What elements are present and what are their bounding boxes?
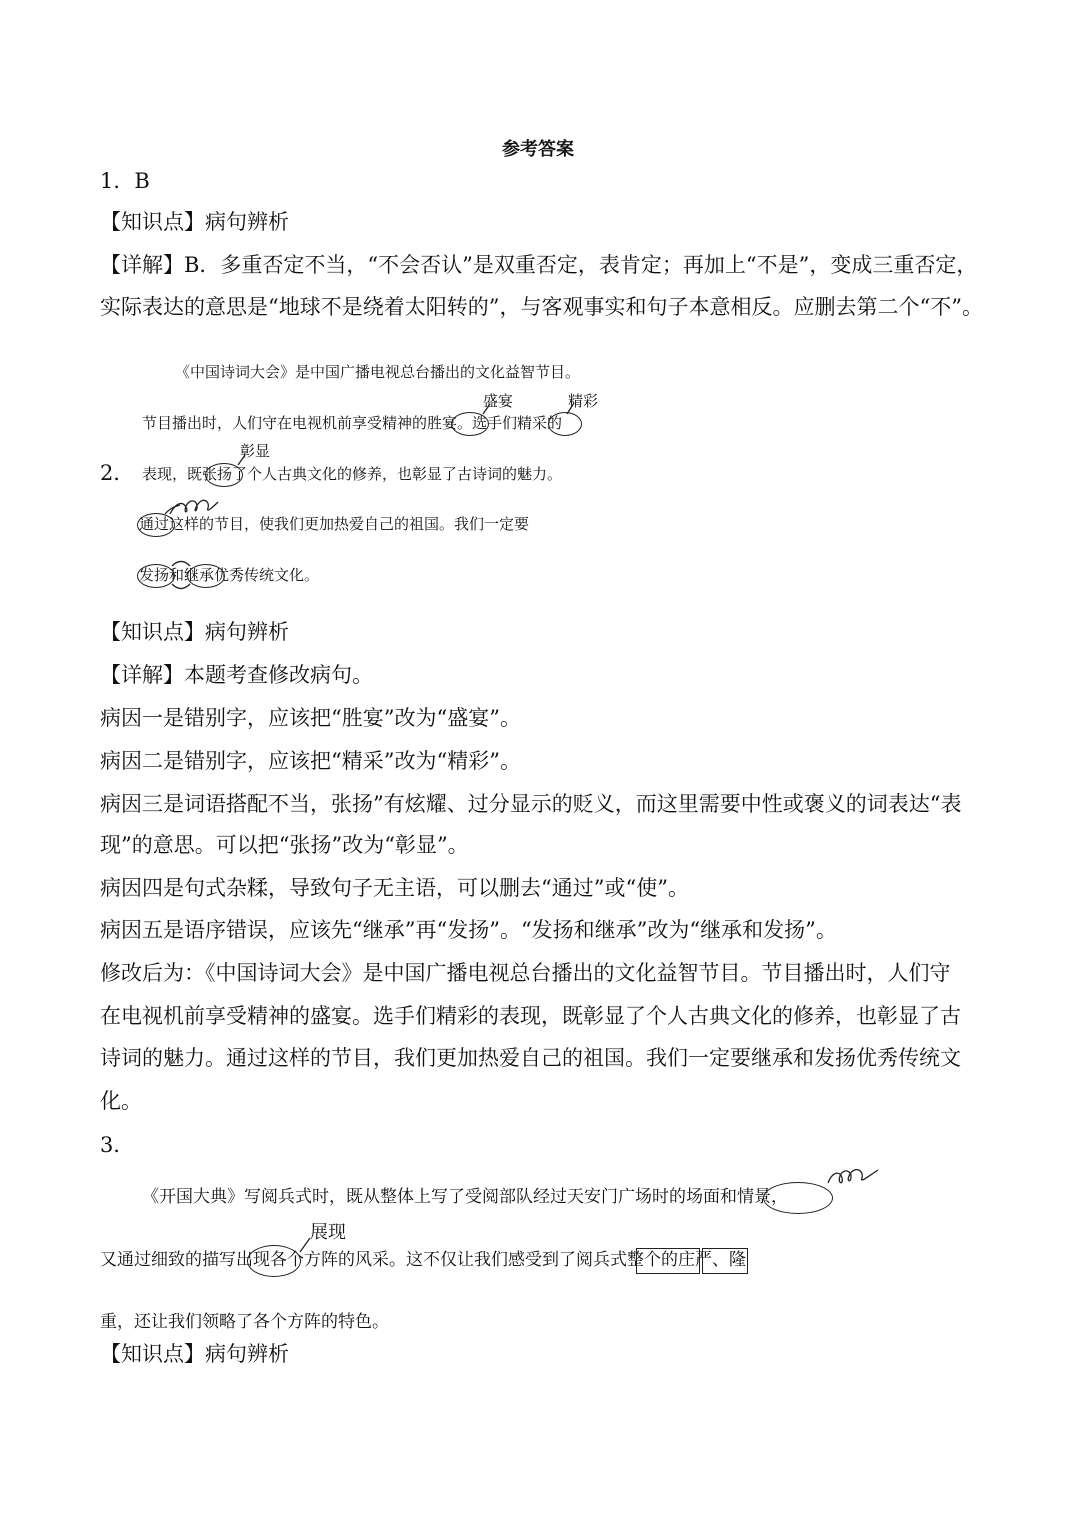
- q2-reason5: 病因五是语序错误，应该先“继承”再“发扬”。“发扬和继承”改为“继承和发扬”。: [100, 918, 837, 942]
- q2-detail: 【详解】本题考查修改病句。: [100, 663, 373, 687]
- q2-reason4: 病因四是句式杂糅，导致句子无主语，可以删去“通过”或“使”。: [100, 876, 689, 900]
- q2-delete-loops: [170, 500, 218, 514]
- q2-correction-shengyan: 盛宴: [483, 392, 514, 410]
- q3-box-zhengge: [702, 1248, 748, 1274]
- q2-figure-line5: 发扬和继承优秀传统文化。: [139, 566, 320, 584]
- q3-figure-line2: 又通过细致的描写出现各个方阵的风采。这不仅让我们感受到了阅兵式整个的庄严、隆: [100, 1250, 746, 1270]
- q2-leader-jingcai: [567, 403, 574, 414]
- q2-reason3-line1: 病因三是词语搭配不当，张扬”有炫耀、过分显示的贬义，而这里需要中性或褒义的词表达“表: [100, 792, 962, 816]
- q1-answer: 1．B: [100, 169, 150, 193]
- q2-leader-shengyan: [483, 404, 490, 414]
- q1-detail-line2: 实际表达的意思是“地球不是绕着太阳转的”，与客观事实和句子本意相反。应删去第二个“不”。: [100, 295, 983, 319]
- q2-figure-line4: 通过这样的节目，使我们更加热爱自己的祖国。我们一定要: [139, 515, 530, 533]
- q2-reason2: 病因二是错别字，应该把“精采”改为“精彩”。: [100, 749, 521, 773]
- q2-figure-line3: 表现，既张扬了个人古典文化的修养，也彰显了古诗词的魅力。: [142, 465, 563, 483]
- q3-knowledge: 【知识点】病句辨析: [100, 1342, 289, 1366]
- q2-number: 2．: [100, 461, 135, 485]
- q1-knowledge: 【知识点】病句辨析: [100, 210, 289, 234]
- q2-revised-line4: 化。: [100, 1089, 142, 1113]
- q2-figure-line2: 节目播出时，人们守在电视机前享受精神的胜宴。选手们精采的: [142, 414, 563, 432]
- q2-correction-jingcai: 精彩: [568, 392, 599, 410]
- page-title: 参考答案: [502, 139, 574, 160]
- q3-circle-chuxian: [247, 1245, 301, 1277]
- q2-figure-line1: 《中国诗词大会》是中国广播电视总台播出的文化益智节目。: [175, 363, 581, 381]
- q2-swap-mark: [172, 562, 190, 567]
- q3-correction-zhanxian: 展现: [310, 1222, 346, 1243]
- q3-figure-line3: 重，还让我们领略了各个方阵的特色。: [100, 1312, 389, 1332]
- q3-box-yuebingshi: [636, 1248, 700, 1274]
- q3-number: 3．: [100, 1133, 135, 1157]
- q2-reason1: 病因一是错别字，应该把“胜宴”改为“盛宴”。: [100, 706, 521, 730]
- q2-knowledge: 【知识点】病句辨析: [100, 620, 289, 644]
- q1-detail-line1: 【详解】B．多重否定不当，“不会否认”是双重否定，表肯定；再加上“不是”，变成三重否定，: [100, 253, 978, 277]
- q3-figure-line1: 《开国大典》写阅兵式时，既从整体上写了受阅部队经过天安门广场时的场面和情景，: [142, 1187, 788, 1207]
- q2-revised-line2: 在电视机前享受精神的盛宴。选手们精彩的表现，既彰显了个人古典文化的修养，也彰显了古: [100, 1004, 961, 1028]
- q3-delete-loops: [828, 1170, 878, 1183]
- q2-reason3-line2: 现”的意思。可以把“张扬”改为“彰显”。: [100, 833, 469, 857]
- q2-leader-zhangxian: [238, 455, 245, 465]
- q2-revised-line3: 诗词的魅力。通过这样的节目，我们更加热爱自己的祖国。我们一定要继承和发扬优秀传统文: [100, 1046, 961, 1070]
- q2-correction-zhangxian: 彰显: [240, 442, 271, 460]
- q2-revised-line1: 修改后为：《中国诗词大会》是中国广播电视总台播出的文化益智节目。节目播出时，人们守: [100, 961, 951, 985]
- q3-circle-heqingjing: [763, 1182, 833, 1214]
